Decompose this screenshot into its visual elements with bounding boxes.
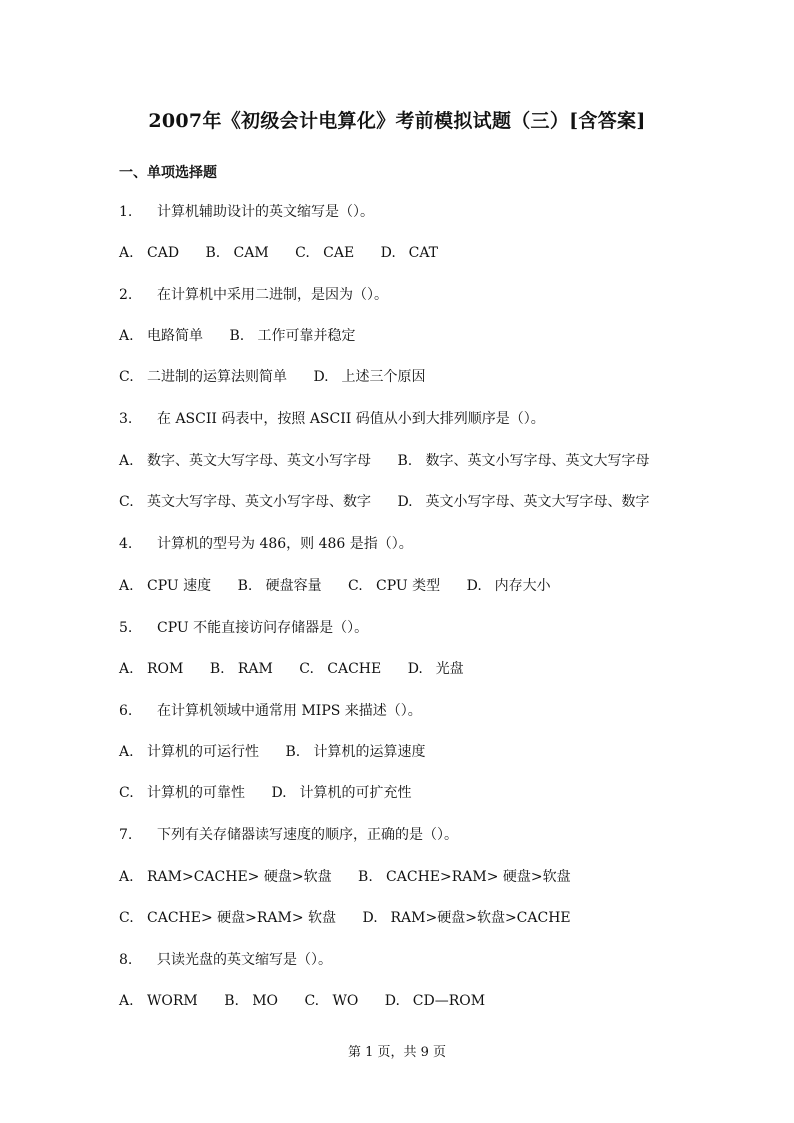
option-d: D. CAT (380, 245, 439, 261)
option-b: B. 计算机的运算速度 (285, 744, 426, 760)
question-2 (119, 285, 388, 305)
option-c: C. CPU 类型 (348, 578, 441, 594)
option-d: D. 光盘 (407, 661, 464, 677)
options-row (119, 908, 593, 928)
section-heading: 一、单项选择题 (119, 165, 217, 181)
question-number: 6. (119, 703, 133, 719)
options-row (119, 742, 447, 762)
question-number: 4. (119, 536, 133, 552)
option-a: A. CAD (119, 245, 180, 261)
question-5 (119, 618, 368, 638)
question-text: 下列有关存储器读写速度的顺序，正确的是（）。 (157, 827, 458, 843)
page-footer: 第 1 页，共 9 页 (347, 1045, 447, 1060)
question-number: 5. (119, 620, 133, 636)
option-b: B. MO (224, 993, 279, 1009)
options-row (119, 492, 671, 512)
question-7 (119, 825, 458, 845)
options-row (119, 991, 507, 1011)
question-6 (119, 701, 422, 721)
question-number: 2. (119, 287, 133, 303)
page-title: 2007年《初级会计电算化》考前模拟试题（三）[含答案] (148, 110, 646, 132)
option-a: A. 电路简单 (119, 328, 203, 344)
option-b: B. 硬盘容量 (237, 578, 322, 594)
option-c: C. 计算机的可靠性 (119, 785, 245, 801)
option-c: C. WO (304, 993, 359, 1009)
question-number: 3. (119, 411, 133, 427)
option-b: B. 数字、英文小写字母、英文大写字母 (397, 453, 650, 469)
question-text: 在计算机领域中通常用 MIPS 来描述（）。 (157, 703, 422, 719)
option-b: B. CACHE>RAM> 硬盘>软盘 (358, 869, 571, 885)
question-1 (119, 202, 374, 222)
question-4 (119, 534, 413, 554)
question-8 (119, 950, 332, 970)
option-b: B. 工作可靠并稳定 (229, 328, 356, 344)
options-row (119, 783, 433, 803)
option-a: A. ROM (119, 661, 184, 677)
option-c: C. CACHE> 硬盘>RAM> 软盘 (119, 910, 337, 926)
option-c: C. CACHE (299, 661, 382, 677)
option-d: D. CD—ROM (384, 993, 486, 1009)
option-a: A. 数字、英文大写字母、英文小写字母 (119, 453, 371, 469)
options-row (119, 451, 671, 471)
options-row (119, 326, 377, 346)
option-c: C. 二进制的运算法则简单 (119, 369, 287, 385)
option-c: C. CAE (295, 245, 355, 261)
option-a: A. WORM (119, 993, 198, 1009)
question-number: 1. (119, 204, 133, 220)
question-number: 7. (119, 827, 133, 843)
question-3 (119, 409, 545, 429)
question-text: 在 ASCII 码表中，按照 ASCII 码值从小到大排列顺序是（）。 (157, 411, 545, 427)
options-row (119, 659, 486, 679)
question-number: 8. (119, 952, 133, 968)
option-d: D. RAM>硬盘>软盘>CACHE (362, 910, 571, 926)
option-b: B. CAM (205, 245, 269, 261)
option-d: D. 英文小写字母、英文大写字母、数字 (397, 494, 650, 510)
options-row (119, 243, 460, 263)
question-text: 只读光盘的英文缩写是（）。 (157, 952, 332, 968)
options-row (119, 367, 447, 387)
question-text: 在计算机中采用二进制，是因为（）。 (157, 287, 388, 303)
option-a: A. RAM>CACHE> 硬盘>软盘 (119, 869, 332, 885)
option-c: C. 英文大写字母、英文小写字母、数字 (119, 494, 371, 510)
option-b: B. RAM (209, 661, 273, 677)
option-a: A. CPU 速度 (119, 578, 212, 594)
option-d: D. 内存大小 (466, 578, 551, 594)
option-a: A. 计算机的可运行性 (119, 744, 259, 760)
option-d: D. 上述三个原因 (313, 369, 426, 385)
option-d: D. 计算机的可扩充性 (271, 785, 412, 801)
question-text: 计算机的型号为 486，则 486 是指（）。 (157, 536, 413, 552)
question-text: CPU 不能直接访问存储器是（）。 (157, 620, 369, 636)
options-row (119, 867, 593, 887)
question-text: 计算机辅助设计的英文缩写是（）。 (157, 204, 374, 220)
options-row (119, 576, 573, 596)
